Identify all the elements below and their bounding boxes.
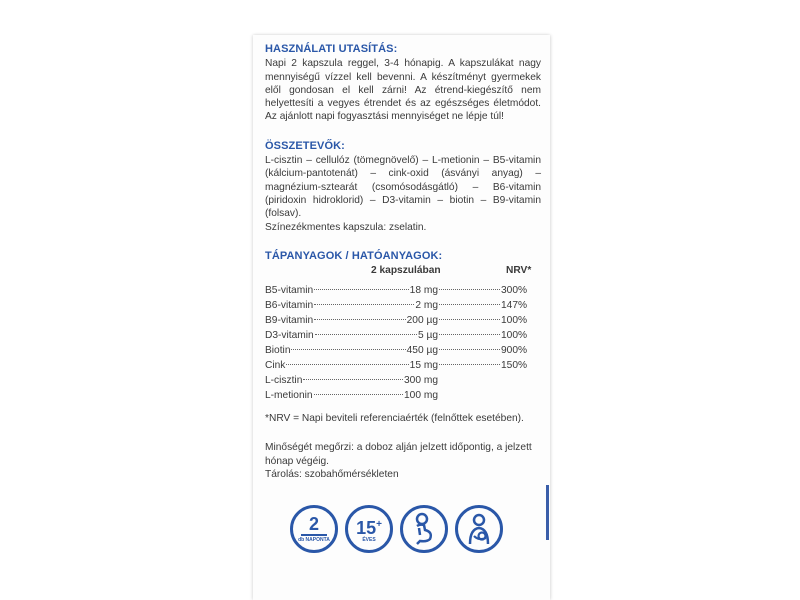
age-label: ÉVES — [362, 536, 376, 543]
nutrient-amount: 300 mg — [404, 375, 438, 387]
nutrient-amount: 15 mg — [409, 360, 438, 372]
nutrient-nrv: 900% — [501, 345, 528, 357]
nutrient-row — [265, 314, 541, 329]
nutrient-name: D3-vitamin — [265, 330, 314, 342]
nutrient-amount: 100 mg — [404, 390, 438, 402]
nutrient-nrv: 300% — [501, 285, 528, 297]
nutrient-amount: 200 µg — [406, 315, 438, 327]
storage-text: Tárolás: szobahőmérsékleten — [265, 469, 399, 481]
nutrient-row — [265, 299, 541, 314]
daily-dose-badge — [290, 505, 338, 553]
nutrient-amount: 5 µg — [417, 330, 438, 342]
pregnant-woman-icon — [400, 505, 448, 553]
capsule-text: Színezékmentes kapszula: zselatin. — [265, 221, 427, 233]
daily-dose-number: 2 — [308, 513, 319, 534]
edge-color-strip — [546, 485, 549, 540]
best-before-text: Minőségét megőrzi: a doboz alján jelzett időpontig, a jelzett hónap végéig. — [265, 442, 532, 467]
nutrient-name: Biotin — [265, 345, 291, 357]
breastfeeding-icon — [455, 505, 503, 553]
nutrient-nrv: 147% — [501, 300, 528, 312]
ingredients-text: L-cisztin – cellulóz (tömegnövelő) – L-metionin – B5-vitamin (kálcium-pantotenát) – cink-oxid (ásványi anyag) – magnézium-sztearát (csomósodásgátló) – B6-vitamin (piridoxin hidroklorid) – D3-vitamin – biotin – B9-vitamin (folsav). — [265, 155, 541, 220]
nutrient-amount: 450 µg — [406, 345, 438, 357]
nutrient-row — [265, 344, 541, 359]
label-content — [265, 43, 541, 481]
nutrient-name: B9-vitamin — [265, 315, 314, 327]
nutrient-amount: 2 mg — [415, 300, 438, 312]
product-box-panel — [253, 35, 550, 600]
nutrient-row — [265, 284, 541, 299]
nutrient-row — [265, 374, 541, 389]
age-number: 15 — [356, 517, 377, 538]
nutrient-row — [265, 359, 541, 374]
nutrient-nrv: 150% — [501, 360, 528, 372]
nrv-footnote: *NRV = Napi beviteli referenciaérték (felnőttek esetében). — [265, 413, 524, 425]
nutrient-name: L-metionin — [265, 390, 313, 402]
nutrients-heading: TÁPANYAGOK / HATÓANYAGOK: — [265, 249, 443, 262]
nutrient-nrv: 100% — [501, 315, 528, 327]
daily-dose-label: db NAPONTA — [298, 536, 330, 543]
nutrients-table — [265, 284, 541, 404]
nutrient-name: B5-vitamin — [265, 285, 314, 297]
usage-heading: HASZNÁLATI UTASÍTÁS: — [265, 43, 398, 55]
amount-column-header: 2 kapszulában — [371, 265, 441, 277]
nutrient-row — [265, 389, 541, 404]
nutrient-nrv: 100% — [501, 330, 528, 342]
nutrient-amount: 18 mg — [409, 285, 438, 297]
ingredients-heading: ÖSSZETEVŐK: — [265, 139, 345, 152]
nutrient-name: B6-vitamin — [265, 300, 314, 312]
age-badge — [345, 505, 393, 553]
nutrient-name: Cink — [265, 360, 286, 372]
nutrient-row — [265, 329, 541, 344]
nutrients-header-row — [265, 264, 541, 281]
nrv-column-header: NRV* — [506, 265, 532, 277]
usage-text: Napi 2 kapszula reggel, 3-4 hónapig. A kapszulákat nagy mennyiségű vízzel kell bevenni. A készítményt gyermekek elől gondosan el kell zárni! Az étrend-kiegészítő nem helyettesíti a vegyes étrendet és az egészséges életmódot. Az ajánlott napi fogyasztási mennyiséget ne lépje túl! — [265, 58, 541, 123]
pictogram-row — [290, 505, 520, 565]
nutrient-name: L-cisztin — [265, 375, 303, 387]
age-plus: + — [376, 518, 382, 530]
